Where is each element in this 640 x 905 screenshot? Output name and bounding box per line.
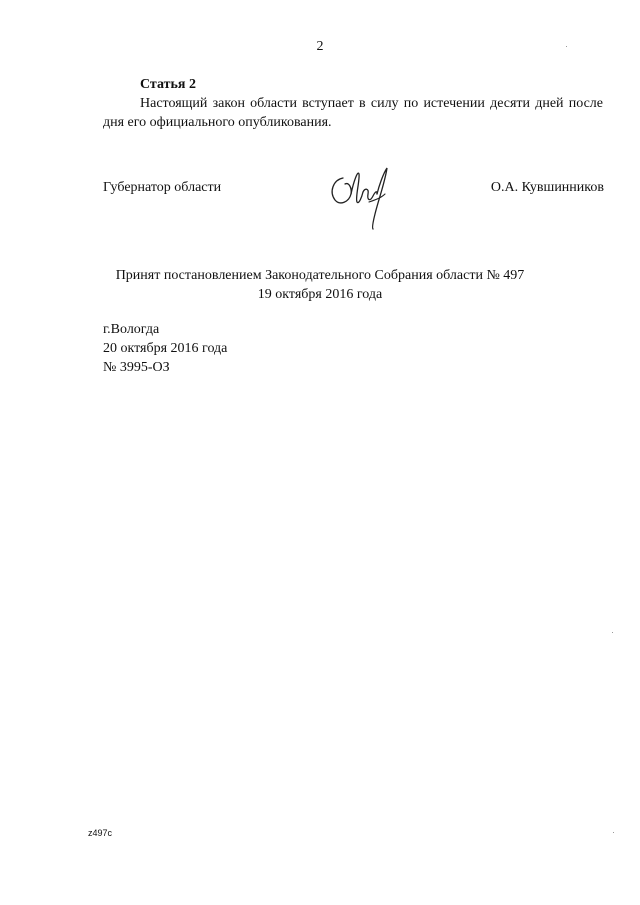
law-date: 20 октября 2016 года xyxy=(103,341,228,356)
city: г.Вологда xyxy=(103,322,160,337)
scan-speck xyxy=(612,632,613,633)
adoption-line-2: 19 октября 2016 года xyxy=(257,287,383,302)
article-body: Настоящий закон области вступает в силу по истечении десяти дней после дня его официального опубликования. xyxy=(103,96,603,130)
handwritten-signature xyxy=(325,158,395,230)
scan-speck xyxy=(566,46,567,47)
scan-speck xyxy=(613,832,614,833)
adoption-line-1: Принят постановлением Законодательного Собрания области № 497 xyxy=(115,268,525,283)
footer-code: z497c xyxy=(88,828,113,838)
governor-title: Губернатор области xyxy=(103,180,222,195)
place-date-number-block xyxy=(103,320,227,377)
adoption-block xyxy=(0,266,640,304)
article-title: Статья 2 xyxy=(140,77,196,92)
law-number: № 3995-ОЗ xyxy=(103,360,170,375)
governor-name: О.А. Кувшинников xyxy=(490,180,604,195)
page-number: 2 xyxy=(316,39,324,54)
